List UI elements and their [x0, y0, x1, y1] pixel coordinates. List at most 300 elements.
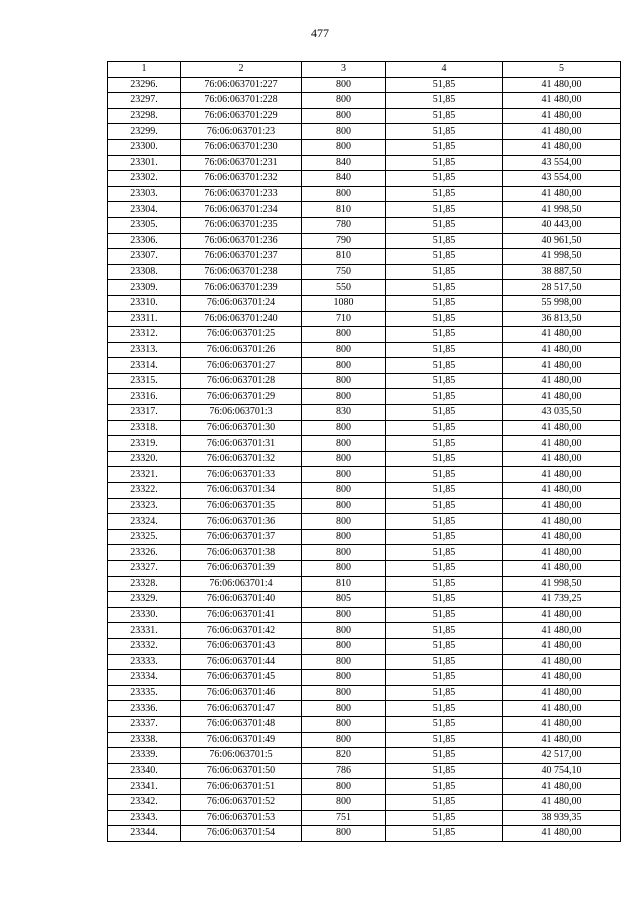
row-number-cell: 23318. [108, 420, 181, 436]
area-cell: 800 [302, 654, 386, 670]
rate-cell: 51,85 [386, 607, 503, 623]
area-cell: 800 [302, 389, 386, 405]
row-number-cell: 23325. [108, 529, 181, 545]
table-row [108, 748, 621, 764]
area-cell: 800 [302, 670, 386, 686]
row-number-cell: 23306. [108, 233, 181, 249]
rate-cell: 51,85 [386, 405, 503, 421]
table-row [108, 233, 621, 249]
table-row [108, 483, 621, 499]
table-row [108, 155, 621, 171]
cadastral-number-cell: 76:06:063701:233 [181, 186, 302, 202]
rate-cell: 51,85 [386, 373, 503, 389]
row-number-cell: 23317. [108, 405, 181, 421]
rate-cell: 51,85 [386, 155, 503, 171]
table-row [108, 108, 621, 124]
rate-cell: 51,85 [386, 264, 503, 280]
cadastral-number-cell: 76:06:063701:44 [181, 654, 302, 670]
row-number-cell: 23324. [108, 514, 181, 530]
row-number-cell: 23330. [108, 607, 181, 623]
rate-cell: 51,85 [386, 654, 503, 670]
table-row [108, 701, 621, 717]
cadastral-number-cell: 76:06:063701:32 [181, 451, 302, 467]
amount-cell: 41 480,00 [503, 732, 621, 748]
rate-cell: 51,85 [386, 93, 503, 109]
amount-cell: 41 480,00 [503, 498, 621, 514]
amount-cell: 43 554,00 [503, 171, 621, 187]
cadastral-number-cell: 76:06:063701:4 [181, 576, 302, 592]
row-number-cell: 23305. [108, 217, 181, 233]
row-number-cell: 23299. [108, 124, 181, 140]
table-row [108, 171, 621, 187]
amount-cell: 42 517,00 [503, 748, 621, 764]
cadastral-number-cell: 76:06:063701:53 [181, 810, 302, 826]
area-cell: 810 [302, 202, 386, 218]
rate-cell: 51,85 [386, 514, 503, 530]
cadastral-number-cell: 76:06:063701:54 [181, 826, 302, 842]
amount-cell: 41 480,00 [503, 186, 621, 202]
amount-cell: 41 998,50 [503, 249, 621, 265]
row-number-cell: 23302. [108, 171, 181, 187]
table-row [108, 249, 621, 265]
rate-cell: 51,85 [386, 233, 503, 249]
cadastral-number-cell: 76:06:063701:40 [181, 592, 302, 608]
rate-cell: 51,85 [386, 389, 503, 405]
rate-cell: 51,85 [386, 295, 503, 311]
area-cell: 710 [302, 311, 386, 327]
area-cell: 780 [302, 217, 386, 233]
rate-cell: 51,85 [386, 342, 503, 358]
table-row [108, 794, 621, 810]
table-row [108, 186, 621, 202]
row-number-cell: 23296. [108, 77, 181, 93]
table-row [108, 342, 621, 358]
row-number-cell: 23315. [108, 373, 181, 389]
table-body [108, 77, 621, 841]
table-row [108, 592, 621, 608]
table-header-row [108, 62, 621, 78]
table-row [108, 623, 621, 639]
row-number-cell: 23321. [108, 467, 181, 483]
amount-cell: 41 480,00 [503, 607, 621, 623]
area-cell: 840 [302, 171, 386, 187]
area-cell: 805 [302, 592, 386, 608]
amount-cell: 40 754,10 [503, 763, 621, 779]
rate-cell: 51,85 [386, 186, 503, 202]
data-table [107, 61, 621, 842]
amount-cell: 41 480,00 [503, 451, 621, 467]
cadastral-number-cell: 76:06:063701:23 [181, 124, 302, 140]
amount-cell: 41 480,00 [503, 545, 621, 561]
table-row [108, 217, 621, 233]
rate-cell: 51,85 [386, 467, 503, 483]
row-number-cell: 23297. [108, 93, 181, 109]
column-header: 3 [302, 62, 386, 78]
row-number-cell: 23329. [108, 592, 181, 608]
table-row [108, 202, 621, 218]
rate-cell: 51,85 [386, 701, 503, 717]
table-row [108, 498, 621, 514]
rate-cell: 51,85 [386, 561, 503, 577]
cadastral-number-cell: 76:06:063701:228 [181, 93, 302, 109]
rate-cell: 51,85 [386, 202, 503, 218]
amount-cell: 36 813,50 [503, 311, 621, 327]
cadastral-number-cell: 76:06:063701:227 [181, 77, 302, 93]
rate-cell: 51,85 [386, 685, 503, 701]
amount-cell: 41 480,00 [503, 716, 621, 732]
amount-cell: 41 480,00 [503, 483, 621, 499]
table-row [108, 373, 621, 389]
amount-cell: 41 480,00 [503, 561, 621, 577]
row-number-cell: 23323. [108, 498, 181, 514]
cadastral-number-cell: 76:06:063701:46 [181, 685, 302, 701]
area-cell: 810 [302, 576, 386, 592]
area-cell: 800 [302, 139, 386, 155]
table-row [108, 124, 621, 140]
area-cell: 800 [302, 93, 386, 109]
rate-cell: 51,85 [386, 327, 503, 343]
row-number-cell: 23308. [108, 264, 181, 280]
table-row [108, 514, 621, 530]
cadastral-number-cell: 76:06:063701:30 [181, 420, 302, 436]
area-cell: 800 [302, 327, 386, 343]
table-row [108, 670, 621, 686]
table-row [108, 576, 621, 592]
rate-cell: 51,85 [386, 638, 503, 654]
cadastral-number-cell: 76:06:063701:229 [181, 108, 302, 124]
rate-cell: 51,85 [386, 217, 503, 233]
rate-cell: 51,85 [386, 810, 503, 826]
row-number-cell: 23304. [108, 202, 181, 218]
table-row [108, 763, 621, 779]
area-cell: 550 [302, 280, 386, 296]
amount-cell: 40 443,00 [503, 217, 621, 233]
area-cell: 1080 [302, 295, 386, 311]
column-header: 4 [386, 62, 503, 78]
cadastral-number-cell: 76:06:063701:5 [181, 748, 302, 764]
rate-cell: 51,85 [386, 763, 503, 779]
area-cell: 800 [302, 420, 386, 436]
area-cell: 800 [302, 794, 386, 810]
table-row [108, 467, 621, 483]
rate-cell: 51,85 [386, 77, 503, 93]
cadastral-number-cell: 76:06:063701:36 [181, 514, 302, 530]
row-number-cell: 23322. [108, 483, 181, 499]
table-row [108, 358, 621, 374]
column-header: 1 [108, 62, 181, 78]
area-cell: 800 [302, 561, 386, 577]
cadastral-number-cell: 76:06:063701:51 [181, 779, 302, 795]
row-number-cell: 23326. [108, 545, 181, 561]
cadastral-number-cell: 76:06:063701:47 [181, 701, 302, 717]
rate-cell: 51,85 [386, 716, 503, 732]
rate-cell: 51,85 [386, 483, 503, 499]
table-row [108, 654, 621, 670]
amount-cell: 41 480,00 [503, 93, 621, 109]
amount-cell: 41 480,00 [503, 685, 621, 701]
amount-cell: 41 480,00 [503, 654, 621, 670]
cadastral-number-cell: 76:06:063701:240 [181, 311, 302, 327]
amount-cell: 41 480,00 [503, 779, 621, 795]
amount-cell: 41 480,00 [503, 701, 621, 717]
area-cell: 820 [302, 748, 386, 764]
row-number-cell: 23328. [108, 576, 181, 592]
table-row [108, 436, 621, 452]
rate-cell: 51,85 [386, 779, 503, 795]
area-cell: 800 [302, 498, 386, 514]
row-number-cell: 23312. [108, 327, 181, 343]
rate-cell: 51,85 [386, 311, 503, 327]
amount-cell: 41 998,50 [503, 576, 621, 592]
cadastral-number-cell: 76:06:063701:230 [181, 139, 302, 155]
area-cell: 800 [302, 701, 386, 717]
rate-cell: 51,85 [386, 358, 503, 374]
cadastral-number-cell: 76:06:063701:38 [181, 545, 302, 561]
table-row [108, 311, 621, 327]
cadastral-number-cell: 76:06:063701:33 [181, 467, 302, 483]
rate-cell: 51,85 [386, 623, 503, 639]
cadastral-number-cell: 76:06:063701:39 [181, 561, 302, 577]
row-number-cell: 23338. [108, 732, 181, 748]
area-cell: 800 [302, 358, 386, 374]
row-number-cell: 23334. [108, 670, 181, 686]
row-number-cell: 23313. [108, 342, 181, 358]
cadastral-number-cell: 76:06:063701:232 [181, 171, 302, 187]
amount-cell: 41 480,00 [503, 514, 621, 530]
rate-cell: 51,85 [386, 748, 503, 764]
row-number-cell: 23314. [108, 358, 181, 374]
table-row [108, 77, 621, 93]
row-number-cell: 23327. [108, 561, 181, 577]
rate-cell: 51,85 [386, 498, 503, 514]
table-row [108, 405, 621, 421]
cadastral-number-cell: 76:06:063701:43 [181, 638, 302, 654]
cadastral-number-cell: 76:06:063701:235 [181, 217, 302, 233]
cadastral-number-cell: 76:06:063701:28 [181, 373, 302, 389]
row-number-cell: 23320. [108, 451, 181, 467]
amount-cell: 41 480,00 [503, 342, 621, 358]
table-row [108, 638, 621, 654]
area-cell: 800 [302, 77, 386, 93]
table-row [108, 420, 621, 436]
cadastral-number-cell: 76:06:063701:238 [181, 264, 302, 280]
area-cell: 786 [302, 763, 386, 779]
row-number-cell: 23339. [108, 748, 181, 764]
table-row [108, 732, 621, 748]
row-number-cell: 23333. [108, 654, 181, 670]
amount-cell: 41 998,50 [503, 202, 621, 218]
area-cell: 800 [302, 529, 386, 545]
area-cell: 800 [302, 467, 386, 483]
cadastral-number-cell: 76:06:063701:52 [181, 794, 302, 810]
table-row [108, 264, 621, 280]
cadastral-number-cell: 76:06:063701:35 [181, 498, 302, 514]
row-number-cell: 23335. [108, 685, 181, 701]
rate-cell: 51,85 [386, 732, 503, 748]
row-number-cell: 23303. [108, 186, 181, 202]
page-number: 477 [311, 26, 329, 40]
area-cell: 800 [302, 451, 386, 467]
amount-cell: 41 480,00 [503, 124, 621, 140]
table-row [108, 716, 621, 732]
cadastral-number-cell: 76:06:063701:50 [181, 763, 302, 779]
amount-cell: 41 480,00 [503, 436, 621, 452]
table-row [108, 529, 621, 545]
area-cell: 800 [302, 685, 386, 701]
amount-cell: 41 480,00 [503, 623, 621, 639]
amount-cell: 41 480,00 [503, 139, 621, 155]
area-cell: 830 [302, 405, 386, 421]
area-cell: 750 [302, 264, 386, 280]
area-cell: 800 [302, 545, 386, 561]
area-cell: 800 [302, 373, 386, 389]
rate-cell: 51,85 [386, 420, 503, 436]
rate-cell: 51,85 [386, 576, 503, 592]
table-row [108, 451, 621, 467]
amount-cell: 41 480,00 [503, 373, 621, 389]
table-row [108, 545, 621, 561]
amount-cell: 41 480,00 [503, 794, 621, 810]
area-cell: 800 [302, 623, 386, 639]
cadastral-number-cell: 76:06:063701:24 [181, 295, 302, 311]
area-cell: 751 [302, 810, 386, 826]
rate-cell: 51,85 [386, 436, 503, 452]
cadastral-number-cell: 76:06:063701:26 [181, 342, 302, 358]
row-number-cell: 23337. [108, 716, 181, 732]
amount-cell: 41 480,00 [503, 467, 621, 483]
row-number-cell: 23307. [108, 249, 181, 265]
table-row [108, 826, 621, 842]
row-number-cell: 23341. [108, 779, 181, 795]
cadastral-number-cell: 76:06:063701:231 [181, 155, 302, 171]
cadastral-number-cell: 76:06:063701:37 [181, 529, 302, 545]
table-row [108, 139, 621, 155]
area-cell: 800 [302, 514, 386, 530]
row-number-cell: 23340. [108, 763, 181, 779]
amount-cell: 41 480,00 [503, 420, 621, 436]
area-cell: 800 [302, 483, 386, 499]
rate-cell: 51,85 [386, 794, 503, 810]
rate-cell: 51,85 [386, 670, 503, 686]
rate-cell: 51,85 [386, 280, 503, 296]
table-row [108, 295, 621, 311]
rate-cell: 51,85 [386, 249, 503, 265]
row-number-cell: 23298. [108, 108, 181, 124]
rate-cell: 51,85 [386, 451, 503, 467]
cadastral-number-cell: 76:06:063701:45 [181, 670, 302, 686]
rate-cell: 51,85 [386, 592, 503, 608]
rate-cell: 51,85 [386, 124, 503, 140]
cadastral-number-cell: 76:06:063701:31 [181, 436, 302, 452]
amount-cell: 43 554,00 [503, 155, 621, 171]
area-cell: 800 [302, 716, 386, 732]
amount-cell: 41 480,00 [503, 826, 621, 842]
row-number-cell: 23311. [108, 311, 181, 327]
area-cell: 800 [302, 108, 386, 124]
rate-cell: 51,85 [386, 826, 503, 842]
area-cell: 840 [302, 155, 386, 171]
amount-cell: 40 961,50 [503, 233, 621, 249]
table-row [108, 93, 621, 109]
area-cell: 800 [302, 186, 386, 202]
amount-cell: 41 480,00 [503, 108, 621, 124]
row-number-cell: 23316. [108, 389, 181, 405]
row-number-cell: 23343. [108, 810, 181, 826]
amount-cell: 41 480,00 [503, 327, 621, 343]
amount-cell: 55 998,00 [503, 295, 621, 311]
amount-cell: 41 480,00 [503, 638, 621, 654]
table-row [108, 779, 621, 795]
table-row [108, 810, 621, 826]
area-cell: 800 [302, 436, 386, 452]
row-number-cell: 23336. [108, 701, 181, 717]
amount-cell: 41 480,00 [503, 529, 621, 545]
row-number-cell: 23310. [108, 295, 181, 311]
row-number-cell: 23300. [108, 139, 181, 155]
row-number-cell: 23342. [108, 794, 181, 810]
cadastral-number-cell: 76:06:063701:34 [181, 483, 302, 499]
area-cell: 800 [302, 732, 386, 748]
row-number-cell: 23309. [108, 280, 181, 296]
cadastral-number-cell: 76:06:063701:237 [181, 249, 302, 265]
area-cell: 810 [302, 249, 386, 265]
cadastral-number-cell: 76:06:063701:239 [181, 280, 302, 296]
cadastral-number-cell: 76:06:063701:3 [181, 405, 302, 421]
cadastral-number-cell: 76:06:063701:236 [181, 233, 302, 249]
column-header: 5 [503, 62, 621, 78]
table-row [108, 685, 621, 701]
table-row [108, 389, 621, 405]
row-number-cell: 23344. [108, 826, 181, 842]
rate-cell: 51,85 [386, 545, 503, 561]
area-cell: 800 [302, 124, 386, 140]
table-row [108, 607, 621, 623]
amount-cell: 43 035,50 [503, 405, 621, 421]
amount-cell: 41 480,00 [503, 77, 621, 93]
cadastral-number-cell: 76:06:063701:41 [181, 607, 302, 623]
cadastral-number-cell: 76:06:063701:48 [181, 716, 302, 732]
area-cell: 800 [302, 779, 386, 795]
cadastral-number-cell: 76:06:063701:25 [181, 327, 302, 343]
column-header: 2 [181, 62, 302, 78]
table-row [108, 561, 621, 577]
rate-cell: 51,85 [386, 108, 503, 124]
amount-cell: 41 480,00 [503, 389, 621, 405]
rate-cell: 51,85 [386, 529, 503, 545]
area-cell: 800 [302, 638, 386, 654]
cadastral-number-cell: 76:06:063701:29 [181, 389, 302, 405]
amount-cell: 28 517,50 [503, 280, 621, 296]
area-cell: 800 [302, 826, 386, 842]
row-number-cell: 23319. [108, 436, 181, 452]
area-cell: 790 [302, 233, 386, 249]
amount-cell: 41 480,00 [503, 670, 621, 686]
row-number-cell: 23301. [108, 155, 181, 171]
cadastral-number-cell: 76:06:063701:42 [181, 623, 302, 639]
row-number-cell: 23331. [108, 623, 181, 639]
area-cell: 800 [302, 342, 386, 358]
cadastral-number-cell: 76:06:063701:49 [181, 732, 302, 748]
amount-cell: 41 739,25 [503, 592, 621, 608]
cadastral-number-cell: 76:06:063701:27 [181, 358, 302, 374]
amount-cell: 38 939,35 [503, 810, 621, 826]
area-cell: 800 [302, 607, 386, 623]
table-row [108, 280, 621, 296]
rate-cell: 51,85 [386, 139, 503, 155]
amount-cell: 38 887,50 [503, 264, 621, 280]
rate-cell: 51,85 [386, 171, 503, 187]
row-number-cell: 23332. [108, 638, 181, 654]
